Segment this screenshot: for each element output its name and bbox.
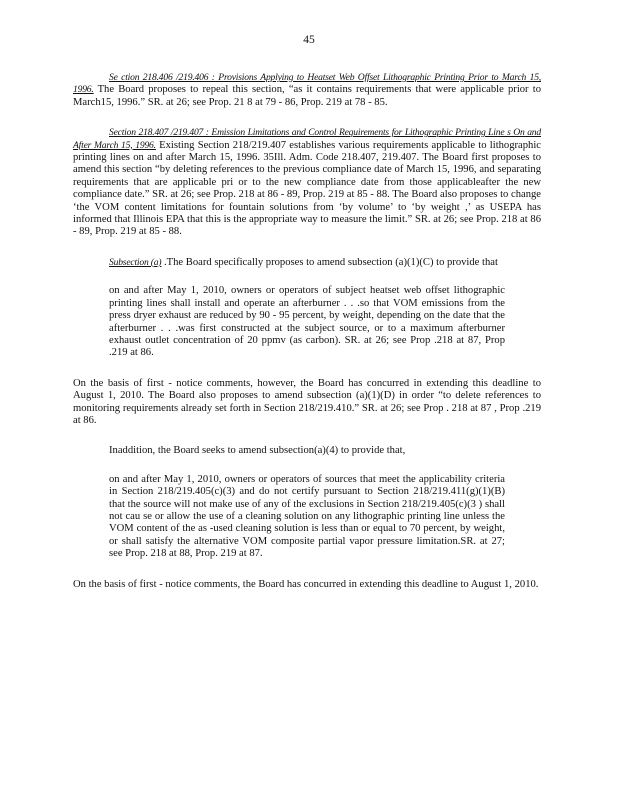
paragraph-in-addition: Inaddition, the Board seeks to amend subsection(a)(4) to provide that, bbox=[109, 445, 406, 457]
subsection-a-text: .The Board specifically proposes to amend subsection (a)(1)(C) to provide that bbox=[161, 256, 498, 268]
subsection-a-heading: Subsection (a) bbox=[109, 256, 162, 268]
subsection-a-paragraph bbox=[73, 257, 541, 269]
section-218-407-text: Existing Section 218/219.407 establishes various requirements applicable to lithographic printing lines on and after March 15, 1996. 35Ill. Adm. Code 218.407, 219.407. The Board first proposes to amend this section “by deleting references to the previous compliance date of March 15, 1996, and separating requirements that are applicable pri or to the new compliance date from those applicableafter the new compliance date.” SR. at 26; see Prop. 218 at 86 - 89, Prop. 219 at 85 - 88. The Board also proposes to change ‘the VOM content limitations for fountain solutions from ‘by volume’ to ‘by weight ,’ as USEPA has informed that Illinois EPA that this is the appropriate way to measure the limit.” SR. at 26; see Prop. 218 at 86 - 89, Prop. 219 at 85 - 88. bbox=[73, 139, 541, 238]
section-218-406-heading: Se ction 218.406 /219.406 : Provisions Applying to Heatset Web Offset Lithographic Printing Prior to March 15, 1996. bbox=[73, 72, 541, 96]
document-body bbox=[73, 72, 541, 609]
block-quote-a1c: on and after May 1, 2010, owners or operators of subject heatset web offset lithographic printing lines shall install and operate an afterburner . . .so that VOM emissions from the press dryer exhaust are reduced by 90 - 95 percent, by weight, depending on the date that the afterburner . . .was first constructed at the subject source, or to a maximum afterburner exhaust outlet concentration of 20 ppmv (as carbon). SR. at 26; see Prop .218 at 87, Prop .219 at 86. bbox=[109, 285, 505, 359]
section-218-406-paragraph bbox=[73, 72, 541, 109]
page-number: 45 bbox=[303, 34, 315, 46]
section-218-407-paragraph bbox=[73, 127, 541, 239]
paragraph-final: On the basis of first - notice comments, the Board has concurred in extending this deadline to August 1, 2010. bbox=[73, 578, 539, 590]
paragraph-deadline-extension: On the basis of first - notice comments, however, the Board has concurred in extending this deadline to August 1, 2010. The Board also proposes to amend subsection (a)(1)(D) in order “to delete references to monitoring requirements already set forth in Section 218/219.410.” SR. at 26; see Prop . 218 at 87 , Prop .219 at 86. bbox=[73, 377, 541, 426]
block-quote-a4: on and after May 1, 2010, owners or operators of sources that meet the applicability criteria in Section 218/219.405(c)(3) and do not certify pursuant to Section 218/219.411(g)(1)(B) that the source will not make use of any of the exclusions in Section 218/219.405(c)(3 ) shall not cau se or allow the use of a cleaning solution on any lithographic printing line unless the VOM content of the as -used cleaning solution is less than or equal to 70 percent, by weight, or shall satisfy the alternative VOM composite partial vapor pressure limitation.SR. at 27; see Prop. 218 at 88, Prop. 219 at 87. bbox=[109, 473, 505, 560]
section-218-407-heading: Section 218.407 /219.407 : Emission Limitations and Control Requirements for Lithographic Printing Line s On and After March 15, 1996. bbox=[73, 127, 541, 151]
section-218-406-text: The Board proposes to repeal this section, “as it contains requirements that were applicable prior to March15, 1996.” SR. at 26; see Prop. 21 8 at 79 - 86, Prop. 219 at 78 - 85. bbox=[73, 84, 541, 108]
